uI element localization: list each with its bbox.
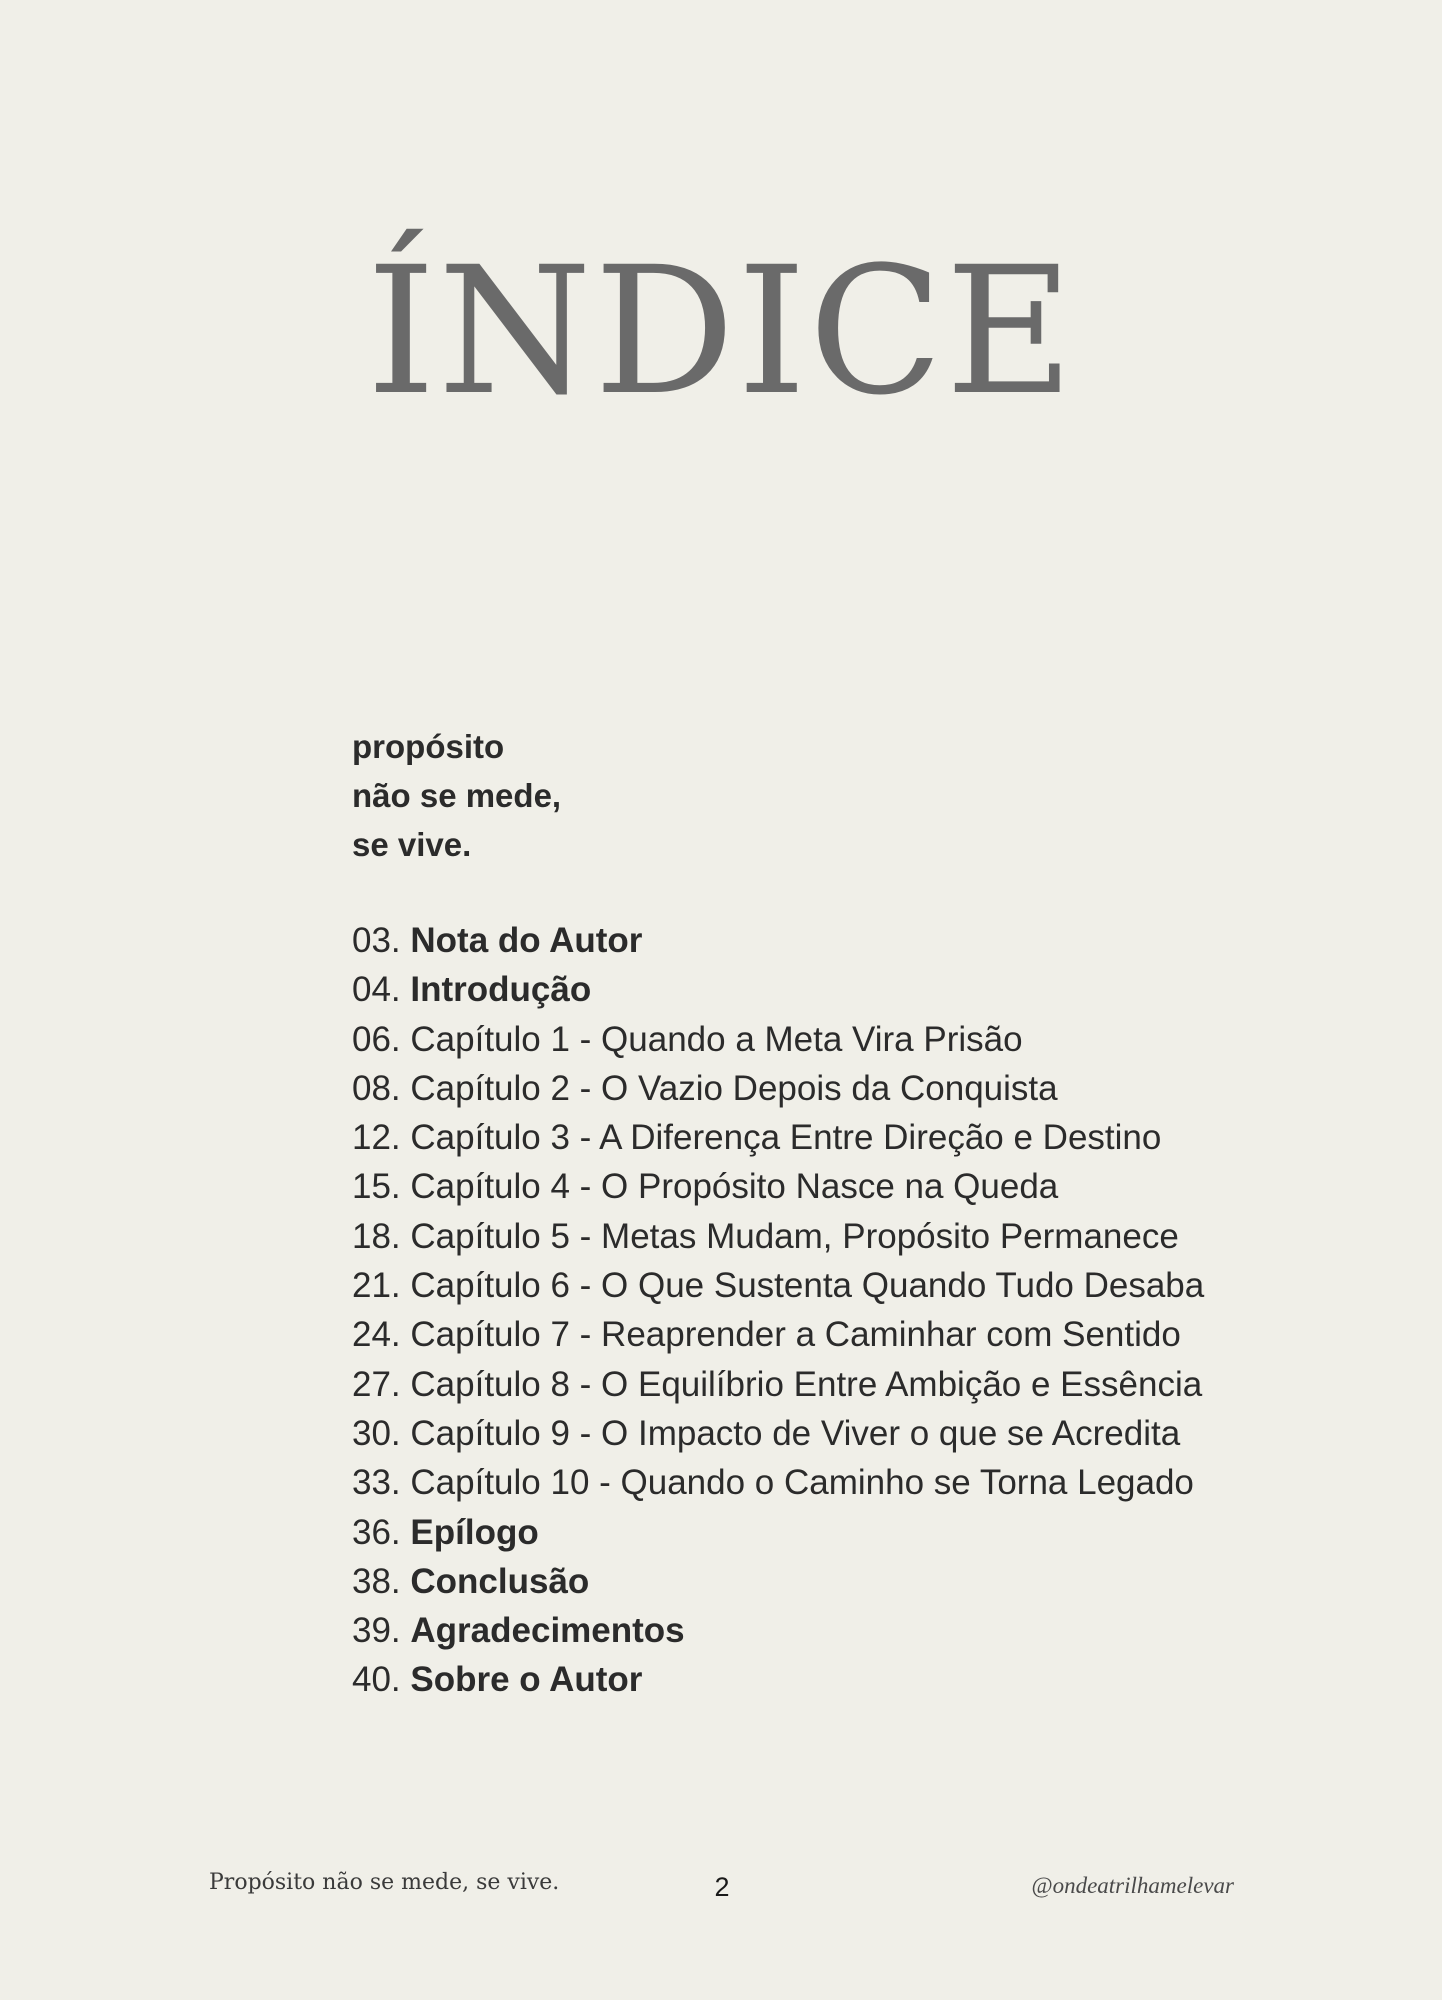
- toc-entry: [352, 1655, 1204, 1704]
- toc-entry: [352, 1064, 1204, 1113]
- toc-entry: [352, 1508, 1204, 1557]
- toc-page-number: 21.: [352, 1266, 401, 1306]
- toc-entry: [352, 1212, 1204, 1261]
- toc-entry-label: Capítulo 2 - O Vazio Depois da Conquista: [410, 1068, 1058, 1108]
- toc-page-number: 06.: [352, 1019, 401, 1059]
- tagline-line: se vive.: [352, 826, 472, 863]
- toc-page-number: 38.: [352, 1561, 401, 1601]
- toc-entry-label: Capítulo 10 - Quando o Caminho se Torna Legado: [410, 1463, 1194, 1503]
- toc-entry: [352, 1557, 1204, 1606]
- table-of-contents: [352, 916, 1204, 1705]
- toc-page-number: 27.: [352, 1364, 401, 1404]
- toc-entry: [352, 1360, 1204, 1409]
- toc-entry: [352, 1113, 1204, 1162]
- toc-entry-label: Capítulo 4 - O Propósito Nasce na Queda: [410, 1167, 1059, 1207]
- tagline-line: não se mede,: [352, 777, 562, 814]
- toc-entry-label: Capítulo 5 - Metas Mudam, Propósito Permanece: [410, 1216, 1179, 1256]
- toc-entry: [352, 1310, 1204, 1359]
- toc-entry-label: Capítulo 1 - Quando a Meta Vira Prisão: [410, 1019, 1023, 1059]
- toc-page-number: 39.: [352, 1611, 401, 1651]
- page-title: ÍNDICE: [366, 229, 1076, 434]
- toc-page-number: 15.: [352, 1167, 401, 1207]
- toc-entry-label: Capítulo 9 - O Impacto de Viver o que se Acredita: [410, 1413, 1181, 1453]
- toc-entry: [352, 916, 1204, 965]
- toc-entry: [352, 1606, 1204, 1655]
- toc-page-number: 08.: [352, 1068, 401, 1108]
- toc-entry-label: Nota do Autor: [410, 921, 643, 960]
- toc-page-number: 18.: [352, 1216, 401, 1256]
- toc-entry-label: Introdução: [410, 970, 592, 1010]
- toc-page-number: 24.: [352, 1315, 401, 1355]
- toc-page-number: 30.: [352, 1413, 401, 1453]
- toc-entry-label: Capítulo 6 - O Que Sustenta Quando Tudo Desaba: [410, 1266, 1205, 1306]
- toc-page-number: 03.: [352, 921, 401, 960]
- toc-entry: [352, 1458, 1204, 1507]
- toc-entry-label: Capítulo 7 - Reaprender a Caminhar com Sentido: [410, 1315, 1181, 1355]
- tagline-line: propósito: [352, 728, 505, 765]
- toc-page-number: 36.: [352, 1512, 401, 1552]
- tagline: [352, 722, 561, 869]
- toc-page-number: 33.: [352, 1463, 401, 1503]
- footer-handle: @ondeatrilhamelevar: [1031, 1873, 1234, 1898]
- toc-entry: [352, 1162, 1204, 1211]
- toc-page-number: 12.: [352, 1118, 401, 1158]
- toc-entry: [352, 965, 1204, 1014]
- toc-entry-label: Capítulo 3 - A Diferença Entre Direção e Destino: [410, 1118, 1162, 1158]
- toc-entry: [352, 1261, 1204, 1310]
- toc-page-number: 04.: [352, 970, 401, 1010]
- toc-entry: [352, 1409, 1204, 1458]
- toc-page-number: 40.: [352, 1660, 401, 1700]
- toc-entry-label: Capítulo 8 - O Equilíbrio Entre Ambição e Essência: [410, 1364, 1203, 1404]
- footer-book-title: Propósito não se mede, se vive.: [209, 1870, 560, 1895]
- toc-entry-label: Epílogo: [410, 1512, 539, 1552]
- toc-entry-label: Sobre o Autor: [410, 1660, 643, 1700]
- toc-entry-label: Conclusão: [410, 1561, 590, 1601]
- toc-entry-label: Agradecimentos: [410, 1611, 685, 1651]
- toc-entry: [352, 1015, 1204, 1064]
- page-number: 2: [714, 1872, 730, 1902]
